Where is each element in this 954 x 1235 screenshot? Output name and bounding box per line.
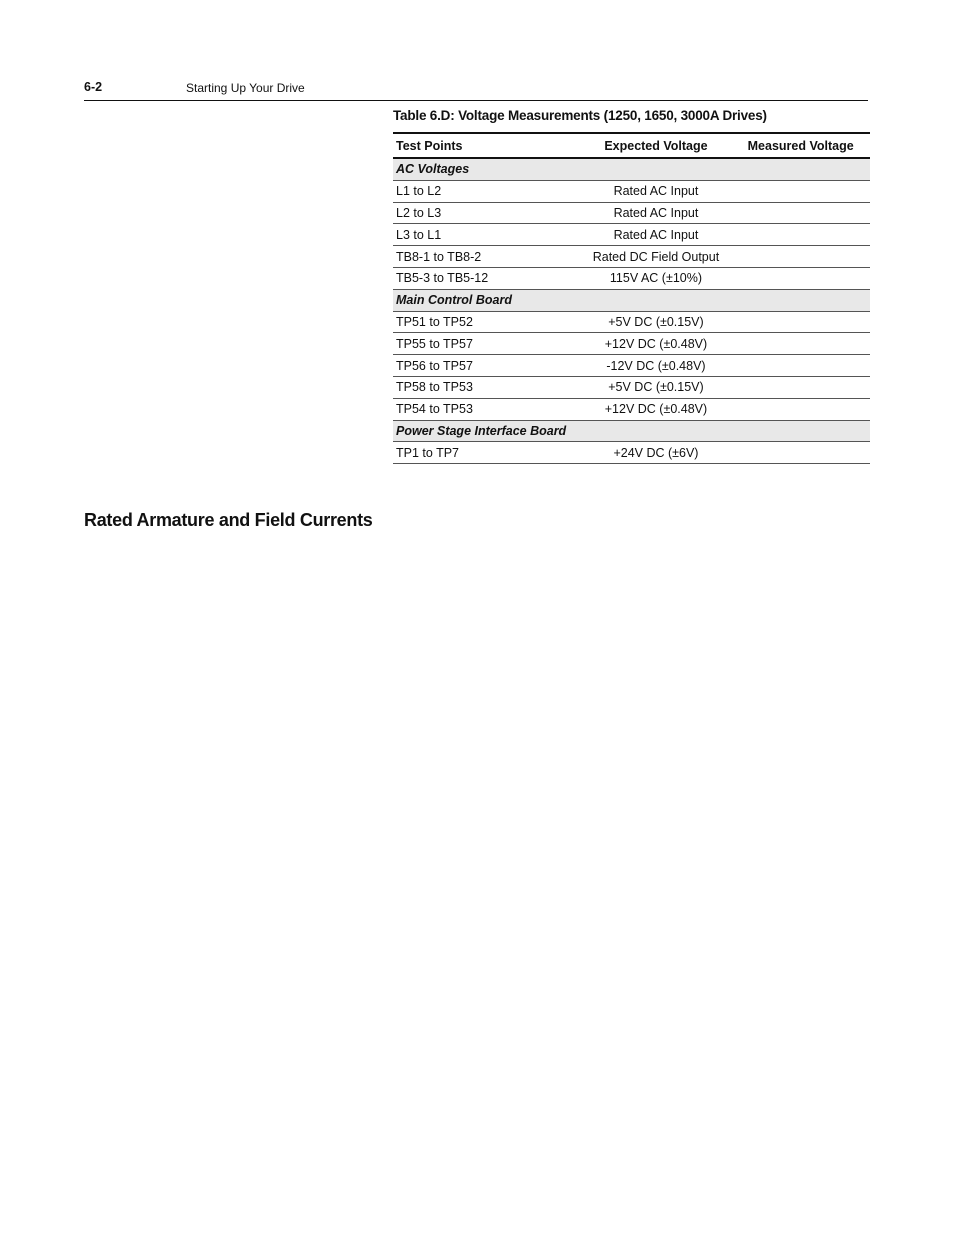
test-point-cell: L1 to L2	[393, 180, 581, 202]
section-heading: Rated Armature and Field Currents	[84, 510, 373, 530]
table-row	[393, 333, 870, 355]
measured-voltage-cell	[731, 224, 870, 246]
test-point-cell: TP1 to TP7	[393, 442, 581, 464]
section-label: Main Control Board	[393, 289, 870, 311]
table-section-row	[393, 289, 870, 311]
page-header	[84, 80, 868, 101]
table-header-row	[393, 133, 870, 158]
voltage-measurements-table	[393, 132, 870, 464]
column-header-test-points: Test Points	[393, 133, 581, 158]
measured-voltage-cell	[731, 267, 870, 289]
expected-voltage-cell: 115V AC (±10%)	[581, 267, 732, 289]
measured-voltage-cell	[731, 202, 870, 224]
section-label: AC Voltages	[393, 158, 870, 180]
expected-voltage-cell: Rated AC Input	[581, 180, 732, 202]
table-row	[393, 355, 870, 377]
expected-voltage-cell: +5V DC (±0.15V)	[581, 311, 732, 333]
test-point-cell: TP56 to TP57	[393, 355, 581, 377]
expected-voltage-cell: +12V DC (±0.48V)	[581, 333, 732, 355]
measured-voltage-cell	[731, 442, 870, 464]
measured-voltage-cell	[731, 246, 870, 268]
expected-voltage-cell: Rated DC Field Output	[581, 246, 732, 268]
table-row	[393, 267, 870, 289]
test-point-cell: TP55 to TP57	[393, 333, 581, 355]
test-point-cell: L2 to L3	[393, 202, 581, 224]
table-row	[393, 202, 870, 224]
test-point-cell: TB5-3 to TB5-12	[393, 267, 581, 289]
table-section-row	[393, 420, 870, 442]
test-point-cell: L3 to L1	[393, 224, 581, 246]
table-caption: Table 6.D: Voltage Measurements (1250, 1650, 3000A Drives)	[393, 108, 767, 123]
page-number: 6-2	[84, 80, 103, 94]
test-point-cell: TB8-1 to TB8-2	[393, 246, 581, 268]
table-row	[393, 246, 870, 268]
test-point-cell: TP58 to TP53	[393, 376, 581, 398]
column-header-expected-voltage: Expected Voltage	[581, 133, 732, 158]
test-point-cell: TP54 to TP53	[393, 398, 581, 420]
test-point-cell: TP51 to TP52	[393, 311, 581, 333]
expected-voltage-cell: Rated AC Input	[581, 202, 732, 224]
table-row	[393, 376, 870, 398]
table-section-row	[393, 158, 870, 180]
measured-voltage-cell	[731, 180, 870, 202]
table-row	[393, 398, 870, 420]
running-title: Starting Up Your Drive	[186, 81, 305, 95]
expected-voltage-cell: -12V DC (±0.48V)	[581, 355, 732, 377]
table-row	[393, 442, 870, 464]
measured-voltage-cell	[731, 333, 870, 355]
expected-voltage-cell: +12V DC (±0.48V)	[581, 398, 732, 420]
measured-voltage-cell	[731, 311, 870, 333]
table-row	[393, 224, 870, 246]
table-row	[393, 311, 870, 333]
section-label: Power Stage Interface Board	[393, 420, 870, 442]
table-body	[393, 158, 870, 464]
measured-voltage-cell	[731, 398, 870, 420]
column-header-measured-voltage: Measured Voltage	[731, 133, 870, 158]
measured-voltage-cell	[731, 355, 870, 377]
expected-voltage-cell: +24V DC (±6V)	[581, 442, 732, 464]
expected-voltage-cell: +5V DC (±0.15V)	[581, 376, 732, 398]
table-row	[393, 180, 870, 202]
expected-voltage-cell: Rated AC Input	[581, 224, 732, 246]
measured-voltage-cell	[731, 376, 870, 398]
